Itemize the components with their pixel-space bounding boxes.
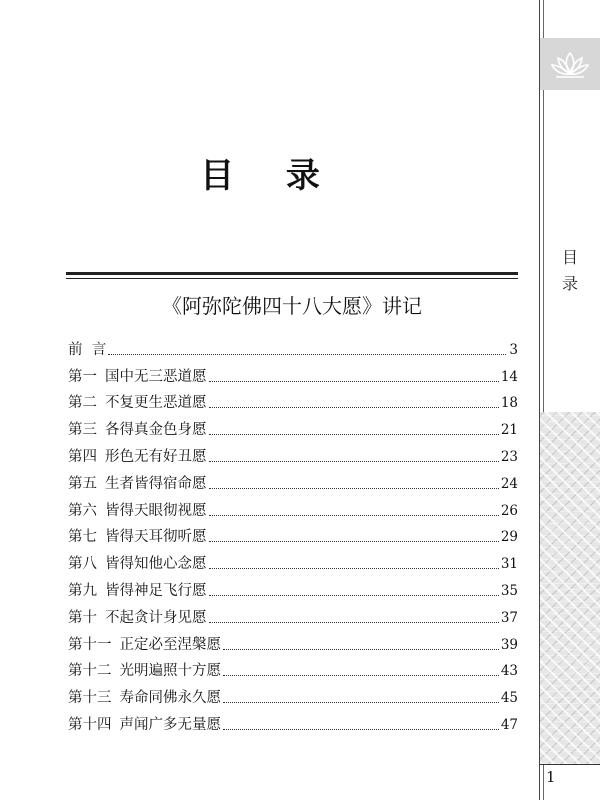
toc-entry[interactable] [68,386,518,413]
toc-entry-page: 3 [509,341,518,358]
toc-entry-number: 第四 [68,448,97,465]
toc-entry-number: 第二 [68,395,97,412]
toc-dot-leader [209,487,499,489]
toc-entry[interactable] [68,439,518,466]
toc-entry-title: 皆得神足飞行愿 [105,582,207,599]
toc-entry[interactable] [68,546,518,573]
toc-dot-leader [108,353,506,355]
toc-entry[interactable] [68,466,518,493]
toc-entry[interactable] [68,627,518,654]
title-rule-thin [66,278,518,279]
toc-entry-title: 国中无三恶道愿 [105,368,207,385]
toc-dot-leader [209,621,499,623]
toc-entry[interactable] [68,600,518,627]
toc-entry[interactable] [68,707,518,734]
toc-entry-title: 不复更生恶道愿 [105,395,207,412]
toc-entry-number: 第十三 [68,690,112,707]
toc-entry-title: 正定必至涅槃愿 [119,636,221,653]
toc-dot-leader [209,540,499,542]
decorative-pattern-band [540,412,600,764]
toc-entry-title: 寿命同佛永久愿 [119,690,221,707]
side-label-char-1: 目 [561,248,578,267]
toc-entry[interactable] [68,493,518,520]
toc-entry-title: 光明遍照十方愿 [119,663,221,680]
page-title: 目 录 [200,156,340,196]
footer-rule [540,764,600,765]
toc-entry-page: 23 [500,448,518,465]
side-label-char-2: 录 [561,274,578,293]
toc-entry-number: 第七 [68,529,97,546]
toc-entry-title: 形色无有好丑愿 [105,448,207,465]
toc-dot-leader [209,567,499,569]
toc-entry-title: 皆得天耳彻听愿 [105,529,207,546]
toc-entry-page: 47 [500,716,518,733]
toc-entry-title: 声闻广多无量愿 [119,716,221,733]
toc-entry-page: 14 [500,368,518,385]
toc-entry-page: 43 [500,663,518,680]
toc-list [68,332,518,734]
toc-entry-title: 皆得天眼彻视愿 [105,502,207,519]
toc-entry[interactable] [68,680,518,707]
toc-entry-title: 各得真金色身愿 [105,422,207,439]
emblem-box [540,38,600,90]
toc-entry-number: 第五 [68,475,97,492]
toc-entry-page: 39 [500,636,518,653]
side-section-label [555,245,585,297]
title-rule-thick [66,272,518,275]
toc-entry-page: 29 [500,529,518,546]
toc-entry-page: 24 [500,475,518,492]
toc-dot-leader [223,701,499,703]
toc-entry-number: 第十一 [68,636,112,653]
toc-dot-leader [209,594,499,596]
toc-entry-number: 第八 [68,556,97,573]
toc-entry-number: 第十四 [68,716,112,733]
toc-entry[interactable] [68,359,518,386]
toc-entry-page: 45 [500,690,518,707]
toc-entry[interactable] [68,412,518,439]
toc-dot-leader [209,433,499,435]
toc-dot-leader [209,514,499,516]
toc-dot-leader [223,674,499,676]
toc-entry-number: 第六 [68,502,97,519]
toc-dot-leader [209,380,499,382]
toc-entry-page: 21 [500,422,518,439]
toc-entry-page: 18 [500,395,518,412]
toc-entry-page: 35 [500,582,518,599]
toc-dot-leader [209,406,499,408]
toc-entry-number: 第三 [68,422,97,439]
book-title: 《阿弥陀佛四十八大愿》讲记 [162,294,422,318]
toc-entry[interactable] [68,520,518,547]
toc-entry-page: 26 [500,502,518,519]
toc-entry-page: 37 [500,609,518,626]
toc-entry-number: 第一 [68,368,97,385]
toc-entry[interactable] [68,332,518,359]
toc-entry[interactable] [68,654,518,681]
toc-entry-number: 前 言 [68,341,107,358]
toc-entry[interactable] [68,573,518,600]
toc-entry-title: 皆得知他心念愿 [105,556,207,573]
toc-entry-number: 第十二 [68,663,112,680]
toc-entry-page: 31 [500,556,518,573]
toc-dot-leader [223,648,499,650]
lotus-icon [550,49,590,79]
toc-entry-title: 不起贪计身见愿 [105,609,207,626]
toc-dot-leader [209,460,499,462]
toc-dot-leader [223,728,499,730]
toc-entry-number: 第九 [68,582,97,599]
toc-entry-number: 第十 [68,609,97,626]
toc-entry-title: 生者皆得宿命愿 [105,475,207,492]
page-number: 1 [546,768,556,786]
